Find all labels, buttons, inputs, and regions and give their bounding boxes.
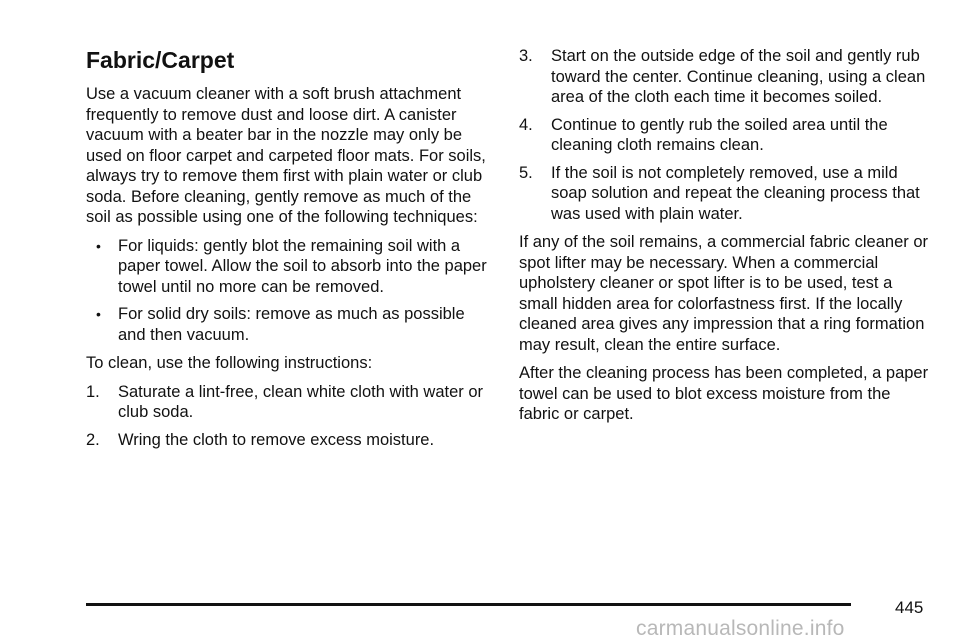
list-item (519, 115, 929, 156)
step-text: Start on the outside edge of the soil and gently rub toward the center. Continue cleaning, using a clean area of the cloth each time it becomes soiled. (551, 47, 926, 106)
step-number: 1. (86, 382, 100, 401)
page-number: 445 (895, 598, 924, 617)
technique-list (86, 236, 496, 346)
step-text: Wring the cloth to remove excess moisture. (118, 430, 435, 449)
step-text: If the soil is not completely removed, use a mild soap solution and repeat the cleaning process that was used with plain water. (551, 163, 920, 223)
instructions-intro: To clean, use the following instructions: (86, 354, 373, 372)
step-number: 4. (519, 115, 533, 134)
list-item (519, 46, 929, 108)
commercial-cleaner-paragraph: If any of the soil remains, a commercial fabric cleaner or spot lifter may be necessary. When a commercial upholstery cleaner or spot lifter is to be used, test a small hidden area for colorfastness first. If the locally cleaned area gives any impression that a ring formation may result, clean the entire surface. (519, 233, 928, 354)
step-number: 3. (519, 47, 533, 65)
section-heading: Fabric/Carpet (86, 47, 235, 73)
watermark: carmanualsonline.info (636, 617, 845, 640)
right-column (519, 46, 929, 433)
step-number: 5. (519, 163, 533, 182)
list-item-text: For liquids: gently blot the remaining soil with a paper towel. Allow the soil to absorb into the paper towel until no more can be removed. (118, 236, 487, 296)
intro-paragraph: Use a vacuum cleaner with a soft brush attachment frequently to remove dust and loose dirt. A canister vacuum with a beater bar in the nozzle may only be used on floor carpet and carpeted floor mats. For soils, always try to remove them first with plain water or club soda. Before cleaning, gently remove as much of the soil as possible using one of the following techniques: (86, 85, 486, 226)
list-item (86, 304, 496, 345)
left-column (86, 46, 496, 458)
bullet-icon: • (96, 306, 101, 322)
footer-rule (86, 603, 851, 606)
list-item (86, 430, 496, 451)
steps-list-left (86, 382, 496, 451)
bullet-icon: • (96, 237, 101, 254)
steps-list-right (519, 46, 929, 224)
step-number: 2. (86, 430, 100, 449)
list-item (86, 236, 496, 298)
list-item (86, 382, 496, 423)
step-text: Continue to gently rub the soiled area until the cleaning cloth remains clean. (551, 115, 888, 154)
list-item (519, 163, 929, 225)
after-cleaning-paragraph: After the cleaning process has been completed, a paper towel can be used to blot excess moisture from the fabric or carpet. (519, 364, 929, 423)
step-text: Saturate a lint-free, clean white cloth with water or club soda. (118, 382, 484, 421)
list-item-text: For solid dry soils: remove as much as possible and then vacuum. (118, 305, 465, 344)
